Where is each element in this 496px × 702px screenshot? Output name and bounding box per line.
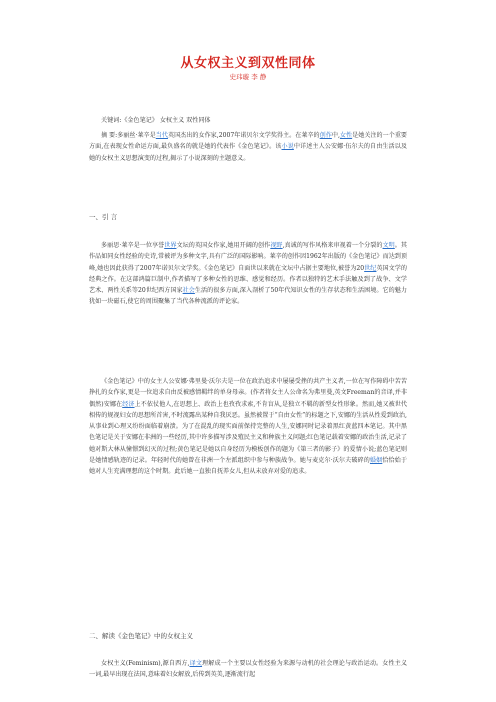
abstract-text: 摘 要:多丽丝·莱辛是 bbox=[101, 132, 156, 139]
paragraph-text: 。其作品如同女性经验的史诗,常被评为多种文字,具有广泛的国际影响。莱辛的创作因1962年出版的《金色笔记》而达到顶峰,她也因此获得了2007年诺贝尔文学奖。《金色笔记》自面世以来就在文坛中占据主要地位,被誉为20 bbox=[89, 242, 407, 272]
paragraph-text: 生活的很多方面,深入剖析了50年代知识女性的生存状态和生活困境。它的魅力犹如一块磁石,使它的周围聚集了当代各种流派的评论家。 bbox=[89, 287, 407, 306]
link-xiaoshuo[interactable]: 小说 bbox=[281, 143, 294, 151]
link-chuangzuo[interactable]: 创作 bbox=[319, 132, 332, 139]
link-nvxing[interactable]: 女性 bbox=[339, 132, 353, 139]
abstract-text: 是她关注的一个重要方面,在表现女性命运方面,最负盛名的就是她的代表作《金色笔记》。该 bbox=[89, 132, 408, 151]
paragraph-text: 文坛的英国女作家,她用开阔的创作 bbox=[176, 242, 271, 249]
paragraph-text: 上不依仗他人,在思想上、政治上也孜孜求索,不肯盲从,是独立不羁的新型女性形象。然而,她又被世代相传的规视妇女的思想所首害,不时流露出某种自我厌恶。虽然被置于“自由女性”的标题之下,安娜的生活从性爱到政治,从事业到心理又纷纷面临着崩溃。为了在混乱的现实面前保持完整的人生,安娜同时记录着黑红黄蓝四本笔记。其中黑色笔记是关于安娜在非洲的一些经历,其中许多描写涉及殖民主义和种族主义问题;红色笔记载着安娜的政治生活,记录了她对斯大林从憧憬到幻灭的过程;黄色笔记是她以自身经历为模板创作的题为《第三者的影子》的爱情小说;蓝色笔记则是她情感轨迹的记录。年轻时代的她曾在非洲一个左派组织中参与种族战争。她与麦克尔·沃尔夫破碎的 bbox=[89, 400, 407, 465]
link-hunyin[interactable]: 婚姻 bbox=[369, 457, 383, 465]
paragraph-text: 理解成一个主要以女性经验为来源与动机的社会理论与政治运动。女性主义一词,最早出现在法国,意味着妇女解放,后传到英美,逐渐流行起 bbox=[89, 660, 408, 679]
paragraph-text: ,真诚的写作风格来审视着一个分裂的 bbox=[282, 242, 383, 249]
link-dangdai[interactable]: 当代 bbox=[155, 132, 168, 139]
feminism-paragraph-1 bbox=[89, 658, 407, 681]
paragraph-text: 英国文学的经典之作。在这部鸿篇巨制中,作者描写了多种女性的思维、感觉和经历。作者以独特的艺术手法触及到了战争、文学艺术、两性关系等20世纪西方国家 bbox=[89, 264, 408, 295]
article-title: 从女权主义到双性同体 bbox=[180, 56, 316, 71]
paragraph-text: 多丽思·莱辛是一位享誉 bbox=[101, 242, 165, 249]
section-heading-feminism: 二、解读《金色笔记》中的女权主义 bbox=[89, 632, 193, 640]
link-jingji[interactable]: 经济 bbox=[122, 400, 135, 408]
link-shiye[interactable]: 视野 bbox=[270, 242, 283, 249]
abstract-text: 中详述主人公安娜·伍尔夫的自由生活以及她的女权主义思想演变的过程,揭示了小说深刻的主题意义。 bbox=[89, 143, 408, 162]
article-authors: 史玮璇 李 静 bbox=[229, 73, 267, 81]
link-shehui[interactable]: 社会 bbox=[182, 287, 195, 295]
abstract-text: 中, bbox=[331, 132, 340, 139]
abstract-text: 英国杰出的女作家,2007年诺贝尔文学奖得主。在莱辛的 bbox=[167, 132, 320, 139]
intro-paragraph-1 bbox=[89, 240, 407, 308]
link-wenming[interactable]: 文明 bbox=[382, 242, 395, 249]
link-shijie[interactable]: 世界 bbox=[164, 242, 177, 249]
intro-paragraph-2 bbox=[89, 376, 407, 478]
keywords: 关键词:《金色笔记》 女权主义 双性同体 bbox=[101, 117, 211, 124]
link-yiwen[interactable]: 译文 bbox=[189, 660, 203, 667]
link-shiji[interactable]: 世纪 bbox=[364, 264, 377, 272]
paragraph-text: 恰恰始于她对人生充满理想的这个时期。此后她一直独自抚养女儿,但从未放弃对爱的追求。 bbox=[89, 457, 408, 476]
paragraph-text: 女权主义(Feminism),源自西方, bbox=[101, 660, 190, 667]
abstract bbox=[89, 130, 407, 164]
section-heading-intro: 一、引 言 bbox=[89, 213, 118, 221]
paragraph-text: 《金色笔记》中的女主人公安娜·弗里曼·沃尔夫是一位在政治追求中屡屡受挫的共产主义者,一位在写作障碍中苦苦挣扎的女作家,更是一位追求自由反被感情羁绊的单身母亲。(作者将女主人公命名为弗里曼,英文Freeman的音译,并非偶然)安娜在 bbox=[89, 378, 407, 408]
